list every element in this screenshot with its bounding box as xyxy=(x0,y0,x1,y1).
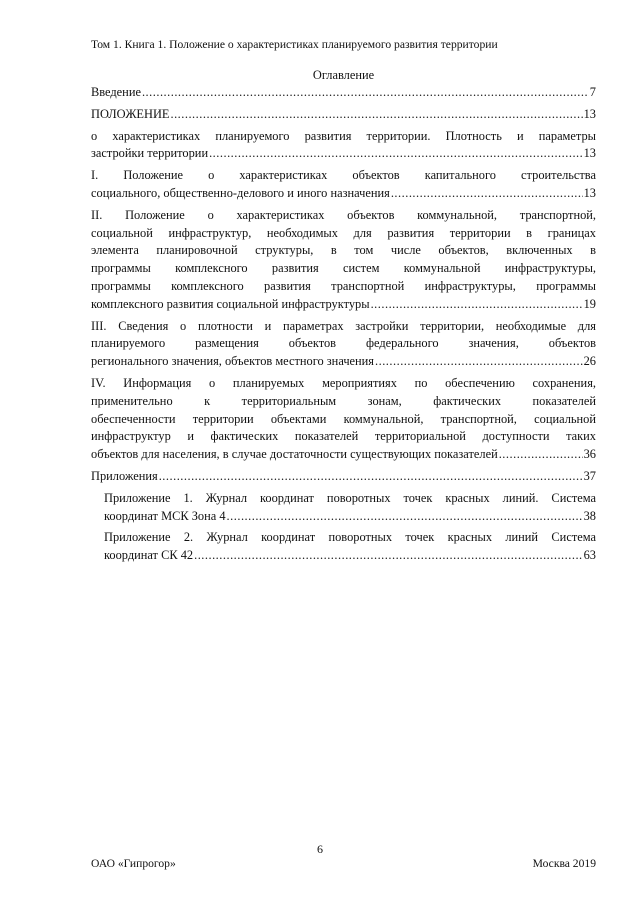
toc-entry-text: III. Сведения о плотности и параметрах застройки территории, необходимые для xyxy=(91,318,596,333)
toc-entry-text: объектов для населения, в случае достаточности существующих показателей xyxy=(91,447,498,462)
toc-entry-text: координат МСК Зона 4 xyxy=(104,508,226,523)
toc-entry-text: планируемого размещения объектов федерального значения, объектов xyxy=(91,336,596,351)
toc-entry-section-4[interactable] xyxy=(91,375,596,464)
toc-entry-text: регионального значения, объектов местного значения xyxy=(91,354,375,369)
toc-page-number: 13 xyxy=(583,185,596,200)
running-header: Том 1. Книга 1. Положение о характеристиках планируемого развития территории xyxy=(91,38,498,51)
toc-entry-text: II. Положение о характеристиках объектов коммунальной, транспортной, xyxy=(91,207,596,222)
toc-entry-text: Приложения xyxy=(91,468,158,483)
footer-location-year: Москва 2019 xyxy=(532,857,596,870)
dot-leader xyxy=(170,106,582,124)
toc-entry-line xyxy=(104,508,596,526)
toc-page-number: 7 xyxy=(589,85,596,99)
toc-entry-text: I. Положение о характеристиках объектов капитального строительства xyxy=(91,168,596,183)
toc-entry-line xyxy=(91,106,596,124)
toc-entry-text: социальной инфраструктур, необходимых для развития территории в границах xyxy=(91,225,596,240)
toc-entry-line xyxy=(91,185,596,203)
toc-entry-text: IV. Информация о планируемых мероприятиях по обеспечению сохранения, xyxy=(91,375,596,390)
toc-entry-text: застройки территории xyxy=(91,146,209,161)
toc-entry-line xyxy=(104,547,596,565)
toc-entry-introduction[interactable] xyxy=(91,84,596,102)
dot-leader xyxy=(209,145,583,163)
toc-entry-text: ПОЛОЖЕНИЕ xyxy=(91,106,170,121)
toc-entry-regulation[interactable] xyxy=(91,106,596,124)
toc-entry-line xyxy=(91,145,596,163)
dot-leader xyxy=(375,353,583,371)
toc-entry-text: о характеристиках планируемого развития территории. Плотность и параметры xyxy=(91,128,596,143)
toc-entry-line xyxy=(91,446,596,464)
toc-page-number: 13 xyxy=(583,146,596,161)
toc-entry-appendix-2[interactable] xyxy=(91,529,596,565)
toc-entry-line xyxy=(91,84,596,102)
toc-entry-text: программы комплексного развития транспортной инфраструктуры, программы xyxy=(91,278,596,293)
toc-page-number: 37 xyxy=(583,468,596,483)
toc-entry-text: Введение xyxy=(91,85,141,99)
toc-title: Оглавление xyxy=(312,68,375,82)
toc-entry-section-2[interactable] xyxy=(91,207,596,314)
toc-page-number: 63 xyxy=(583,548,596,563)
toc-entry-appendix-1[interactable] xyxy=(91,490,596,526)
dot-leader xyxy=(371,296,583,314)
toc-entry-line xyxy=(91,468,596,486)
toc-entry-line xyxy=(91,296,596,314)
toc-entry-text: инфраструктур и фактических показателей территориальной доступности таких xyxy=(91,429,596,444)
toc-entry-text: обеспеченности территории объектами коммунальной, транспортной, социальной xyxy=(91,411,596,426)
toc-entry-text: элемента планировочной структуры, в том числе объектов, включенных в xyxy=(91,243,596,258)
toc-entry-text: применительно к территориальным зонам, фактических показателей xyxy=(91,393,596,408)
toc-entry-text: Приложение 1. Журнал координат поворотных точек красных линий. Система xyxy=(104,490,596,505)
toc-page-number: 38 xyxy=(583,508,596,523)
toc-page-number: 26 xyxy=(583,354,596,369)
table-of-contents xyxy=(91,84,596,569)
toc-page-number: 13 xyxy=(583,106,596,121)
toc-entry-text: координат СК 42 xyxy=(104,548,194,563)
dot-leader xyxy=(391,185,583,203)
toc-entry-characteristics[interactable] xyxy=(91,128,596,164)
footer-organization: ОАО «Гипрогор» xyxy=(91,857,176,870)
dot-leader xyxy=(159,468,583,486)
toc-entry-appendices[interactable] xyxy=(91,468,596,486)
dot-leader xyxy=(194,547,583,565)
toc-entry-text: программы комплексного развития систем коммунальной инфраструктуры, xyxy=(91,261,596,276)
dot-leader xyxy=(499,446,583,464)
toc-entry-line xyxy=(91,353,596,371)
toc-entry-text: социального, общественно-делового и иного назначения xyxy=(91,185,390,200)
toc-entry-text: комплексного развития социальной инфраструктуры xyxy=(91,296,370,311)
toc-page-number: 36 xyxy=(583,447,596,462)
toc-entry-section-3[interactable] xyxy=(91,318,596,371)
toc-page-number: 19 xyxy=(583,296,596,311)
toc-entry-text: Приложение 2. Журнал координат поворотных точек красных линий Система xyxy=(104,530,596,545)
dot-leader xyxy=(142,84,589,102)
dot-leader xyxy=(227,508,583,526)
toc-entry-section-1[interactable] xyxy=(91,167,596,203)
page-number: 6 xyxy=(317,842,323,856)
